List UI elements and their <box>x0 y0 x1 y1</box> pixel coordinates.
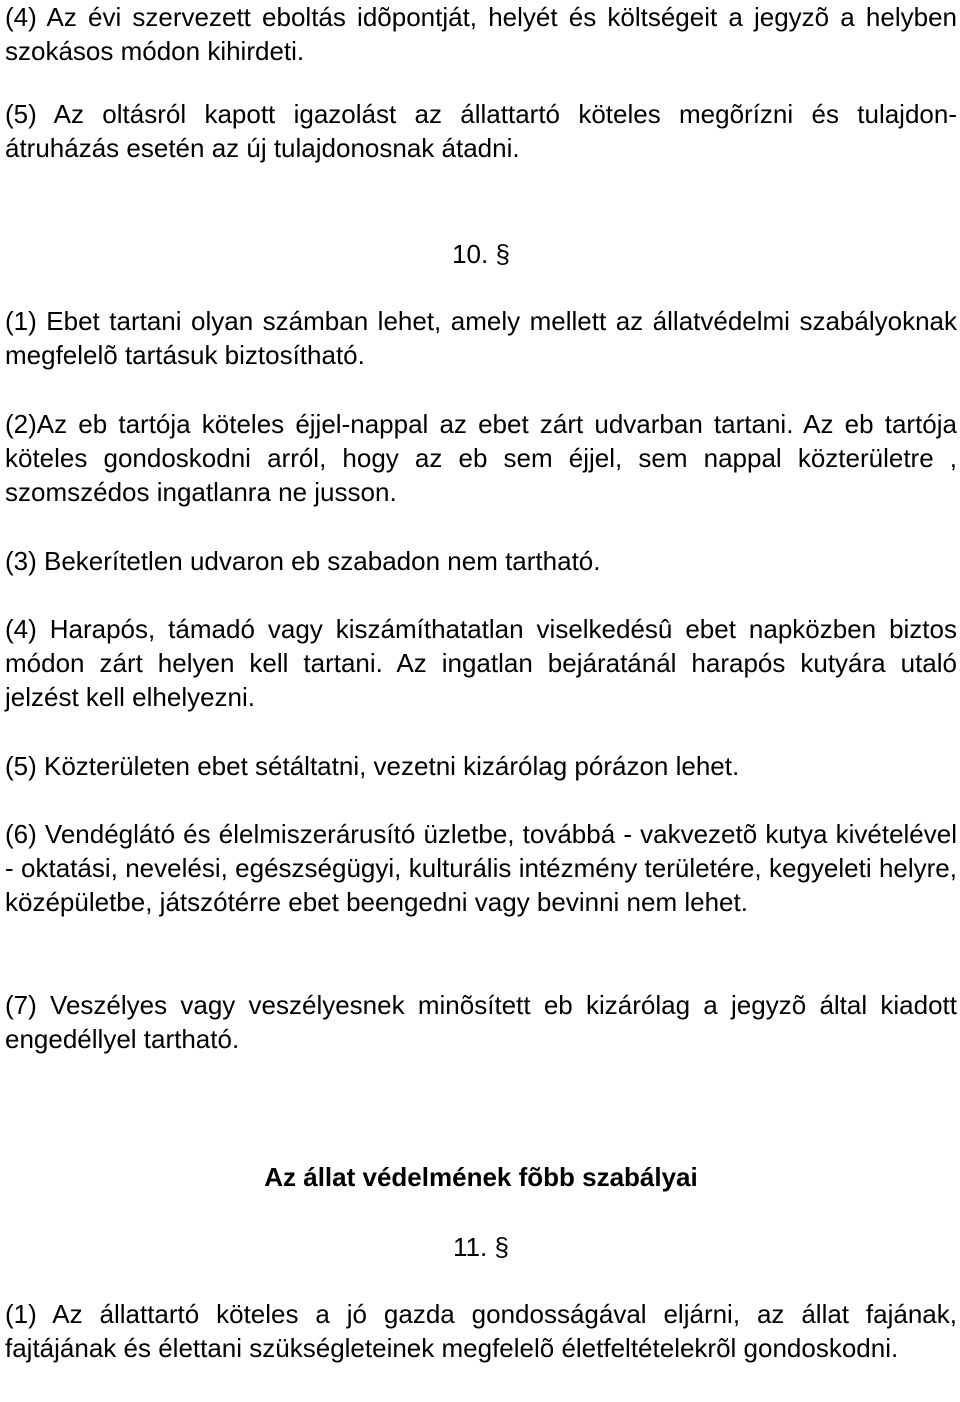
section-10-number: 10. § <box>452 239 510 269</box>
paragraph-10-3: (3) Bekerítetlen udvaron eb szabadon nem tartható. <box>5 546 601 576</box>
paragraph-eboltas-hirdetmeny: (4) Az évi szervezett eboltás idõpontját, helyét és költségeit a jegyzõ a helyben szokásos módon kihirdeti. <box>5 2 957 66</box>
paragraph-10-7: (7) Veszélyes vagy veszélyesnek minõsített eb kizárólag a jegyzõ által kiadott engedéllyel tartható. <box>5 990 957 1054</box>
paragraph-10-1: (1) Ebet tartani olyan számban lehet, amely mellett az állatvédelmi szabályoknak megfelelõ tartásuk biztosítható. <box>5 306 957 370</box>
paragraph-oltasi-igazolas: (5) Az oltásról kapott igazolást az állattartó köteles megõrízni és tulajdon-átruházás esetén az új tulajdonosnak átadni. <box>5 99 957 163</box>
chapter-heading: Az állat védelmének fõbb szabályai <box>264 1162 698 1192</box>
paragraph-10-6: (6) Vendéglátó és élelmiszerárusító üzletbe, továbbá - vakvezetõ kutya kivételével - oktatási, nevelési, egészségügyi, kulturális intézmény területére, kegyeleti helyre, középületbe, játszótérre ebet beengedni vagy bevinni nem lehet. <box>5 819 957 917</box>
paragraph-10-4: (4) Harapós, támadó vagy kiszámíthatatlan viselkedésû ebet napközben biztos módon zárt helyen kell tartani. Az ingatlan bejáratánál harapós kutyára utaló jelzést kell elhelyezni. <box>5 614 957 712</box>
paragraph-10-2: (2)Az eb tartója köteles éjjel-nappal az ebet zárt udvarban tartani. Az eb tartója köteles gondoskodni arról, hogy az eb sem éjjel, sem nappal közterületre , szomszédos ingatlanra ne jusson. <box>5 409 957 507</box>
paragraph-10-5: (5) Közterületen ebet sétáltatni, vezetni kizárólag pórázon lehet. <box>5 751 740 781</box>
section-11-number: 11. § <box>453 1232 509 1262</box>
paragraph-11-1: (1) Az állattartó köteles a jó gazda gondosságával eljárni, az állat fajának, fajtájának és élettani szükségleteinek megfelelõ életfeltételekrõl gondoskodni. <box>5 1299 957 1363</box>
